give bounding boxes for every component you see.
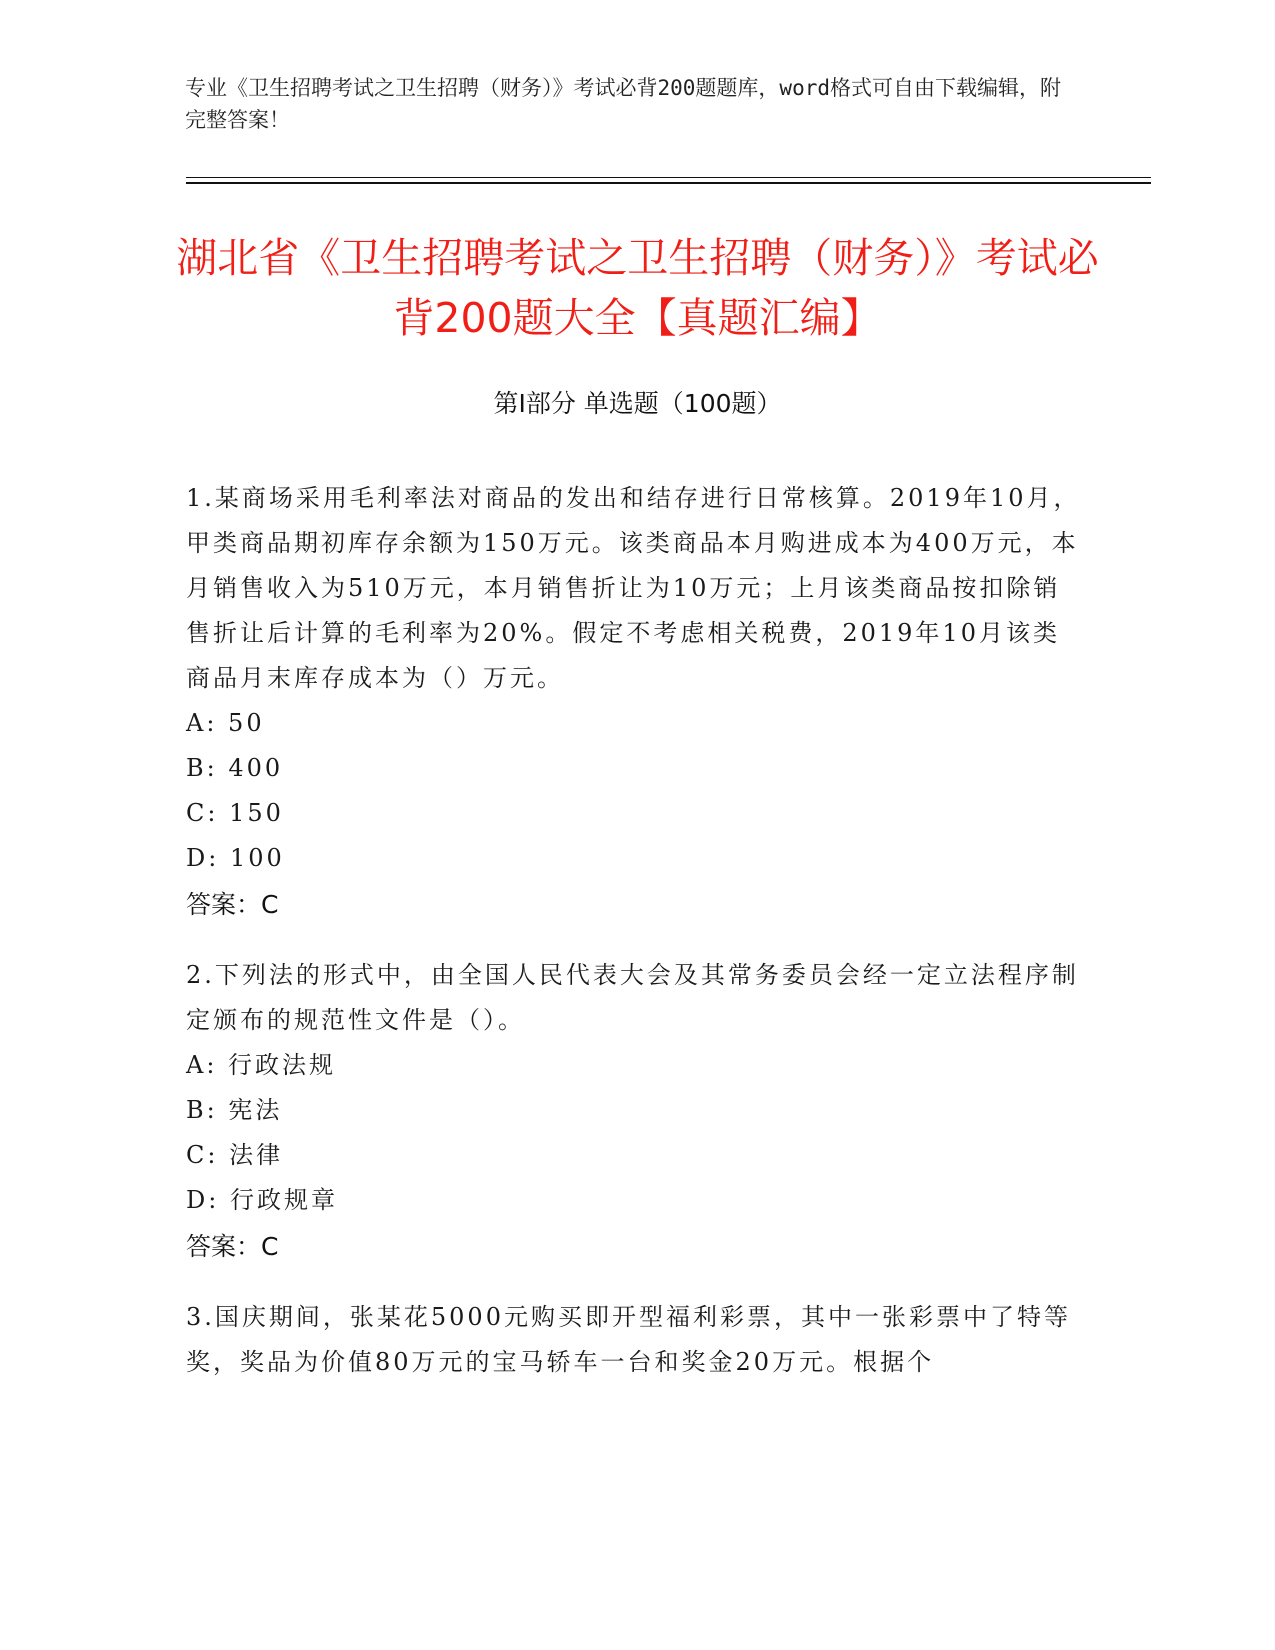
header-note: 专业《卫生招聘考试之卫生招聘（财务）》考试必背200题题库，word格式可自由下载编辑，附完整答案！	[185, 76, 1061, 132]
header-divider-thin	[186, 177, 1151, 178]
answer: 答案：C	[186, 890, 279, 919]
document-title: 湖北省《卫生招聘考试之卫生招聘（财务）》考试必背200题大全【真题汇编】	[176, 234, 1099, 342]
question-1	[186, 476, 1086, 927]
question-stem: 2.下列法的形式中，由全国人民代表大会及其常务委员会经一定立法程序制定颁布的规范性文件是（）。	[186, 961, 1079, 1034]
question-3	[186, 1295, 1086, 1385]
question-stem: 1.某商场采用毛利率法对商品的发出和结存进行日常核算。2019年10月，甲类商品期初库存余额为150万元。该类商品本月购进成本为400万元，本月销售收入为510万元，本月销售折让为10万元；上月该类商品按扣除销售折让后计算的毛利率为20%。假定不考虑相关税费，2019年10月该类商品月末库存成本为（）万元。	[186, 484, 1081, 692]
header-divider-thick	[186, 182, 1151, 184]
option-c: C: 150	[186, 799, 284, 827]
question-2	[186, 953, 1086, 1269]
option-b: B: 400	[186, 754, 284, 782]
option-d: D: 100	[186, 844, 285, 872]
option-a: A: 50	[186, 709, 265, 737]
answer: 答案：C	[186, 1232, 279, 1261]
option-a: A: 行政法规	[186, 1051, 337, 1079]
option-d: D: 行政规章	[186, 1186, 338, 1214]
option-c: C: 法律	[186, 1141, 284, 1169]
option-b: B: 宪法	[186, 1096, 283, 1124]
question-list	[186, 476, 1086, 1411]
section-heading: 第I部分 单选题（100题）	[493, 389, 782, 418]
question-stem: 3.国庆期间，张某花5000元购买即开型福利彩票，其中一张彩票中了特等奖，奖品为价值80万元的宝马轿车一台和奖金20万元。根据个	[186, 1303, 1071, 1376]
